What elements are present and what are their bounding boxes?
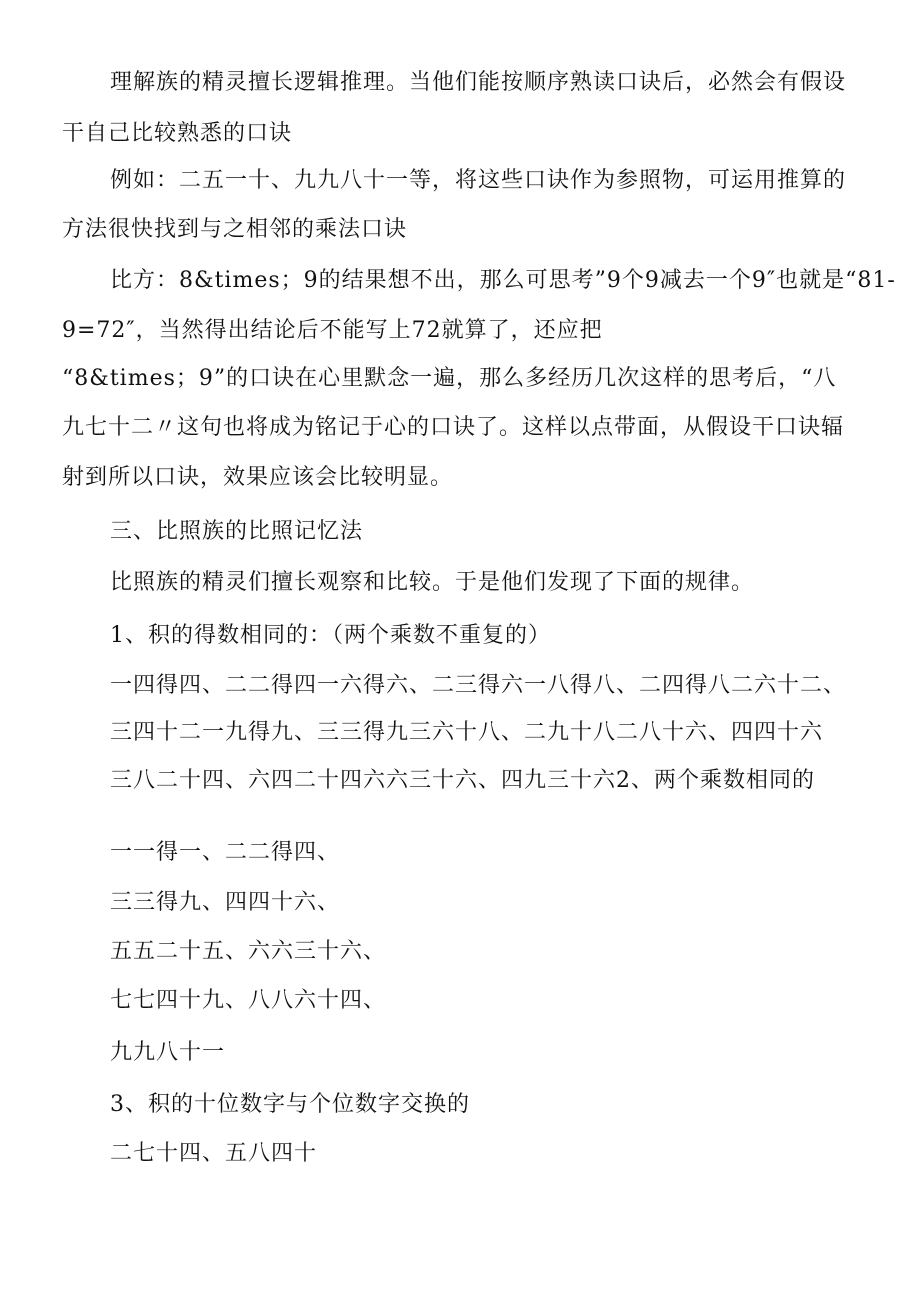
list-heading-1: 1、积的得数相同的：（两个乘数不重复的）: [110, 623, 551, 648]
paragraph-line-5: 比方：8&times；9的结果想不出，那么可思考”9个9减去一个9″也就是“81-: [110, 268, 896, 293]
paragraph-line-1: 理解族的精灵擅长逻辑推理。当他们能按顺序熟读口诀后，必然会有假设: [110, 70, 847, 95]
list-line-2: 三四十二一九得九、三三得九三六十八、二九十八二八十六、四四十六: [110, 720, 824, 745]
list-line-7: 七七四十九、八八六十四、: [110, 988, 387, 1013]
paragraph-line-7: “8&times；9”的口诀在心里默念一遍，那么多经历几次这样的思考后，“八: [62, 366, 837, 391]
section-heading: 三、比照族的比照记忆法: [110, 519, 364, 544]
list-heading-3: 3、积的十位数字与个位数字交换的: [110, 1092, 470, 1117]
paragraph-line-2: 干自己比较熟悉的口诀: [62, 121, 293, 146]
list-line-3: 三八二十四、六四二十四六六三十六、四九三十六2、两个乘数相同的: [110, 768, 815, 793]
paragraph-line-3: 例如：二五一十、九九八十一等，将这些口诀作为参照物，可运用推算的: [110, 168, 847, 193]
paragraph-line-4: 方法很快找到与之相邻的乘法口诀: [62, 217, 408, 242]
list-line-8: 九九八十一: [110, 1040, 226, 1065]
paragraph-line-6: 9=72″，当然得出结论后不能写上72就算了，还应把: [62, 318, 603, 343]
list-line-1: 一四得四、二二得四一六得六、二三得六一八得八、二四得八二六十二、: [110, 673, 847, 698]
paragraph-line-9: 射到所以口诀，效果应该会比较明显。: [62, 465, 454, 490]
paragraph-line-11: 比照族的精灵们擅长观察和比较。于是他们发现了下面的规律。: [110, 570, 755, 595]
paragraph-line-8: 九七十二〃这句也将成为铭记于心的口诀了。这样以点带面，从假设干口诀辐: [62, 415, 845, 440]
list-line-9: 二七十四、五八四十: [110, 1141, 318, 1166]
list-line-6: 五五二十五、六六三十六、: [110, 939, 387, 964]
list-line-4: 一一得一、二二得四、: [110, 840, 341, 865]
list-line-5: 三三得九、四四十六、: [110, 890, 341, 915]
